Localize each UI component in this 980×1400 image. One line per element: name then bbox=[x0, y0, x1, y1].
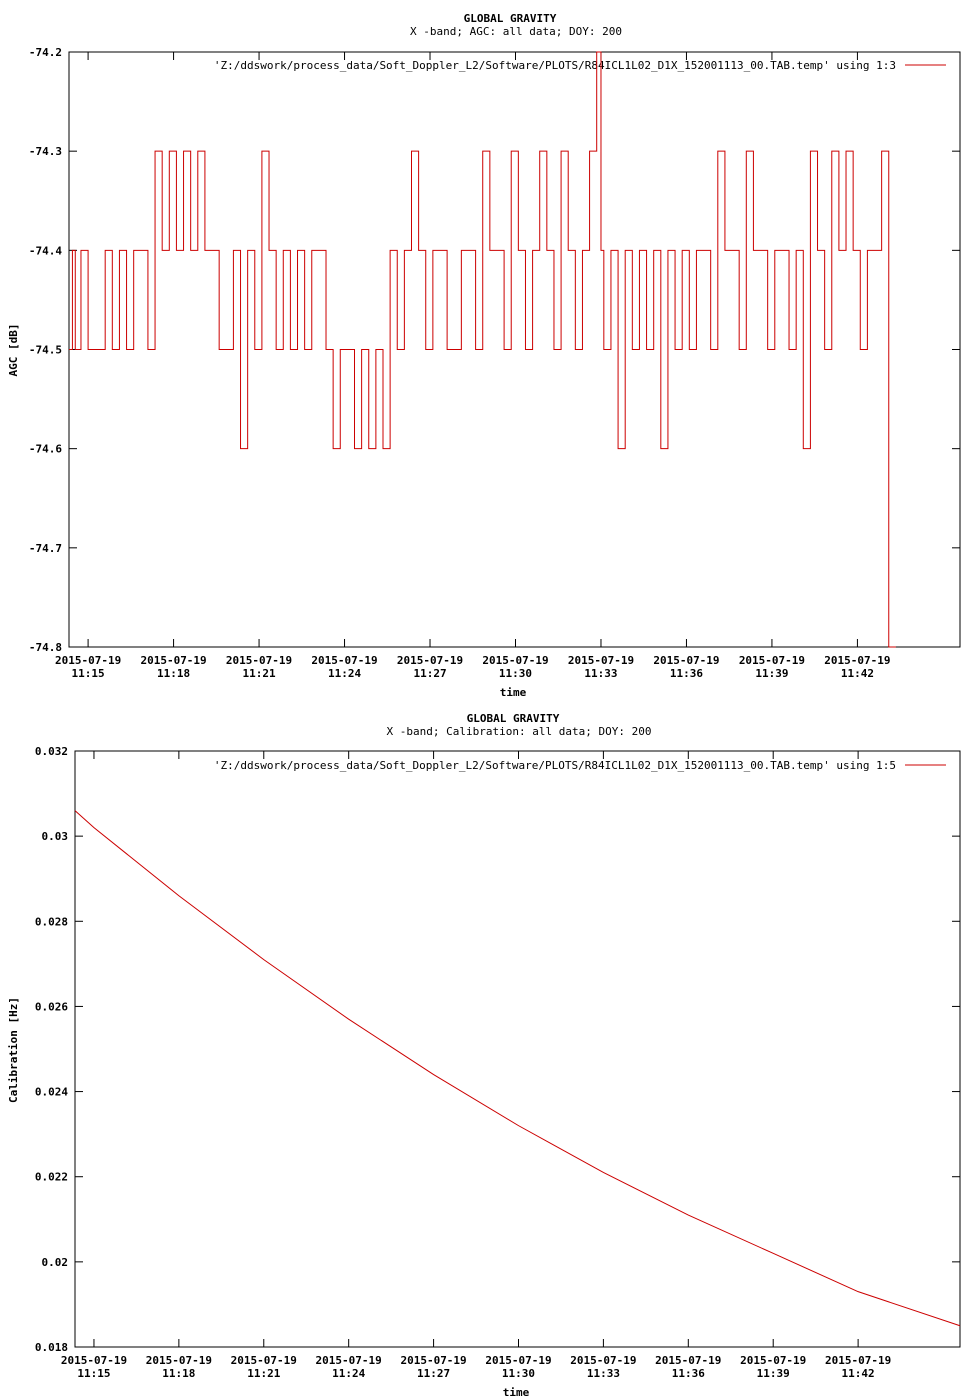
calibration-x-tick-time: 11:33 bbox=[586, 1367, 620, 1380]
agc-y-axis-label: AGC [dB] bbox=[7, 323, 20, 377]
agc-x-tick-time: 11:24 bbox=[327, 667, 362, 680]
calibration-y-ticks bbox=[35, 745, 960, 1354]
agc-chart-subtitle: X -band; AGC: all data; DOY: 200 bbox=[410, 25, 622, 38]
calibration-chart-subtitle: X -band; Calibration: all data; DOY: 200 bbox=[386, 725, 652, 738]
agc-x-tick-date: 2015-07-19 bbox=[482, 654, 549, 667]
calibration-x-tick-time: 11:39 bbox=[756, 1367, 790, 1380]
agc-x-tick-date: 2015-07-19 bbox=[738, 654, 806, 667]
calibration-x-tick-date: 2015-07-19 bbox=[824, 1354, 892, 1367]
calibration-x-tick-date: 2015-07-19 bbox=[315, 1354, 382, 1367]
agc-x-tick-time: 11:27 bbox=[413, 667, 447, 680]
calibration-series-line bbox=[75, 811, 960, 1326]
agc-chart-title: GLOBAL GRAVITY bbox=[463, 12, 557, 25]
calibration-x-tick-date: 2015-07-19 bbox=[655, 1354, 722, 1367]
calibration-y-tick-label: 0.024 bbox=[34, 1085, 68, 1099]
calibration-chart bbox=[7, 712, 960, 1399]
agc-y-tick-label: -74.3 bbox=[28, 145, 62, 159]
agc-x-tick-time: 11:18 bbox=[157, 667, 191, 680]
calibration-y-tick-label: 0.018 bbox=[34, 1341, 68, 1354]
calibration-x-tick-time: 11:27 bbox=[417, 1367, 451, 1380]
agc-x-tick-date: 2015-07-19 bbox=[653, 654, 720, 667]
agc-x-tick-date: 2015-07-19 bbox=[567, 654, 635, 667]
agc-x-ticks bbox=[55, 52, 891, 680]
agc-y-tick-label: -74.8 bbox=[28, 641, 62, 654]
calibration-x-tick-time: 11:42 bbox=[841, 1367, 875, 1380]
calibration-legend bbox=[214, 759, 946, 772]
agc-x-tick-date: 2015-07-19 bbox=[140, 654, 207, 667]
agc-x-tick-date: 2015-07-19 bbox=[54, 654, 122, 667]
calibration-plot-frame bbox=[75, 751, 960, 1347]
calibration-x-tick-time: 11:15 bbox=[77, 1367, 111, 1380]
agc-y-tick-label: -74.7 bbox=[28, 541, 62, 555]
calibration-x-tick-time: 11:30 bbox=[501, 1367, 536, 1380]
agc-x-tick-time: 11:42 bbox=[840, 667, 874, 680]
calibration-x-axis-label: time bbox=[502, 1386, 530, 1399]
calibration-x-tick-time: 11:21 bbox=[247, 1367, 281, 1380]
calibration-x-tick-date: 2015-07-19 bbox=[60, 1354, 128, 1367]
calibration-y-tick-label: 0.02 bbox=[41, 1255, 68, 1269]
calibration-y-axis-label: Calibration [Hz] bbox=[7, 997, 20, 1103]
calibration-x-tick-date: 2015-07-19 bbox=[740, 1354, 807, 1367]
calibration-x-tick-date: 2015-07-19 bbox=[400, 1354, 467, 1367]
agc-y-ticks bbox=[29, 46, 960, 654]
calibration-x-tick-time: 11:18 bbox=[162, 1367, 196, 1380]
agc-y-tick-label: -74.6 bbox=[28, 442, 62, 456]
agc-x-tick-time: 11:33 bbox=[584, 667, 618, 680]
agc-x-tick-date: 2015-07-19 bbox=[396, 654, 464, 667]
agc-x-tick-time: 11:15 bbox=[71, 667, 105, 680]
calibration-y-tick-label: 0.032 bbox=[34, 745, 68, 758]
agc-legend-label: 'Z:/ddswork/process_data/Soft_Doppler_L2/Software/PLOTS/R84ICL1L02_D1X_152001113_00.TAB.temp' using 1:3 bbox=[213, 59, 896, 72]
calibration-x-tick-time: 11:36 bbox=[671, 1367, 705, 1380]
agc-y-tick-label: -74.4 bbox=[28, 244, 62, 258]
calibration-x-ticks bbox=[61, 751, 891, 1380]
agc-y-tick-label: -74.2 bbox=[28, 46, 62, 59]
agc-x-tick-date: 2015-07-19 bbox=[225, 654, 293, 667]
calibration-chart-title: GLOBAL GRAVITY bbox=[466, 712, 560, 725]
calibration-y-tick-label: 0.028 bbox=[34, 915, 68, 929]
calibration-legend-label: 'Z:/ddswork/process_data/Soft_Doppler_L2/Software/PLOTS/R84ICL1L02_D1X_152001113_00.TAB.temp' using 1:5 bbox=[213, 759, 896, 772]
calibration-x-tick-date: 2015-07-19 bbox=[570, 1354, 637, 1367]
agc-x-tick-time: 11:21 bbox=[242, 667, 276, 680]
agc-x-tick-date: 2015-07-19 bbox=[311, 654, 378, 667]
calibration-x-tick-time: 11:24 bbox=[332, 1367, 366, 1380]
agc-x-tick-date: 2015-07-19 bbox=[824, 654, 891, 667]
agc-y-tick-label: -74.5 bbox=[28, 343, 62, 357]
agc-x-tick-time: 11:36 bbox=[669, 667, 704, 680]
calibration-x-tick-date: 2015-07-19 bbox=[230, 1354, 297, 1367]
agc-chart bbox=[7, 12, 960, 699]
agc-x-axis-label: time bbox=[499, 686, 527, 699]
calibration-x-tick-date: 2015-07-19 bbox=[145, 1354, 212, 1367]
agc-x-tick-time: 11:39 bbox=[755, 667, 789, 680]
calibration-y-tick-label: 0.03 bbox=[41, 830, 68, 844]
agc-series-line bbox=[69, 52, 896, 647]
agc-legend bbox=[214, 59, 946, 72]
calibration-y-tick-label: 0.026 bbox=[34, 1000, 68, 1014]
calibration-y-tick-label: 0.022 bbox=[34, 1170, 68, 1184]
calibration-x-tick-date: 2015-07-19 bbox=[485, 1354, 552, 1367]
agc-x-tick-time: 11:30 bbox=[498, 667, 533, 680]
